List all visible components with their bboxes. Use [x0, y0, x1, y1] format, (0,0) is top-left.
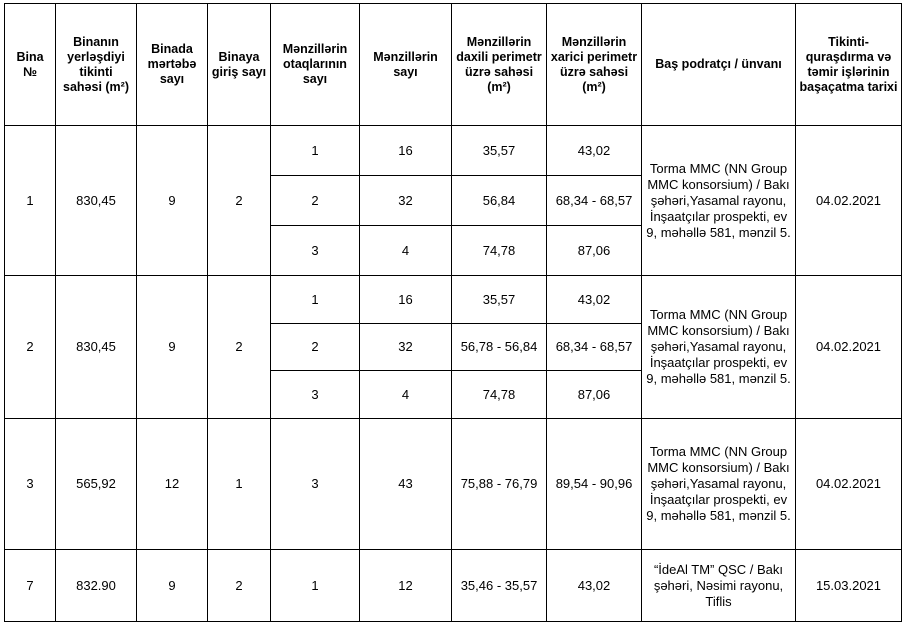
cell-bina-no: 1: [5, 126, 56, 276]
cell-rooms: 3: [271, 226, 360, 276]
cell-inner: 56,78 - 56,84: [452, 324, 547, 371]
cell-inner: 74,78: [452, 371, 547, 419]
header-completion: Tikinti-quraşdırma və təmir işlərinin başaçatma tarixi: [796, 4, 902, 126]
cell-bina-no: 2: [5, 276, 56, 419]
cell-rooms: 1: [271, 550, 360, 622]
cell-completion: 04.02.2021: [796, 419, 902, 550]
header-row: [5, 4, 902, 126]
cell-bina-no: 7: [5, 550, 56, 622]
cell-rooms: 2: [271, 324, 360, 371]
cell-contractor: Torma MMC (NN Group MMC konsorsium) / Bakı şəhəri,Yasamal rayonu, İnşaatçılar prospekti, ev 9, məhəllə 581, mənzil 5.: [642, 419, 796, 550]
cell-entrances: 2: [208, 276, 271, 419]
cell-site-area: 830,45: [56, 276, 137, 419]
cell-count: 16: [360, 276, 452, 324]
cell-completion: 04.02.2021: [796, 276, 902, 419]
cell-outer: 89,54 - 90,96: [547, 419, 642, 550]
cell-outer: 87,06: [547, 371, 642, 419]
cell-inner: 75,88 - 76,79: [452, 419, 547, 550]
cell-count: 32: [360, 176, 452, 226]
cell-inner: 35,46 - 35,57: [452, 550, 547, 622]
cell-entrances: 2: [208, 550, 271, 622]
housing-table: [4, 3, 902, 622]
cell-floors: 12: [137, 419, 208, 550]
header-entrances: Binaya giriş sayı: [208, 4, 271, 126]
cell-inner: 74,78: [452, 226, 547, 276]
cell-count: 4: [360, 371, 452, 419]
header-bina-no: Bina №: [5, 4, 56, 126]
cell-rooms: 3: [271, 419, 360, 550]
cell-site-area: 832.90: [56, 550, 137, 622]
cell-inner: 35,57: [452, 276, 547, 324]
cell-outer: 68,34 - 68,57: [547, 176, 642, 226]
table-row: [5, 419, 902, 550]
cell-outer: 43,02: [547, 550, 642, 622]
header-inner-area: Mənzillərin daxili perimetr üzrə sahəsi (m²): [452, 4, 547, 126]
cell-completion: 04.02.2021: [796, 126, 902, 276]
cell-floors: 9: [137, 126, 208, 276]
table-row: [5, 550, 902, 622]
cell-outer: 43,02: [547, 126, 642, 176]
cell-rooms: 3: [271, 371, 360, 419]
cell-floors: 9: [137, 550, 208, 622]
cell-site-area: 830,45: [56, 126, 137, 276]
header-rooms: Mənzillərin otaqlarının sayı: [271, 4, 360, 126]
cell-count: 16: [360, 126, 452, 176]
cell-inner: 56,84: [452, 176, 547, 226]
cell-floors: 9: [137, 276, 208, 419]
cell-inner: 35,57: [452, 126, 547, 176]
table-row: [5, 126, 902, 176]
header-contractor: Baş podratçı / ünvanı: [642, 4, 796, 126]
header-floors: Binada mərtəbə sayı: [137, 4, 208, 126]
cell-count: 32: [360, 324, 452, 371]
header-apartments: Mənzillərin sayı: [360, 4, 452, 126]
cell-completion: 15.03.2021: [796, 550, 902, 622]
cell-outer: 43,02: [547, 276, 642, 324]
header-outer-area: Mənzillərin xarici perimetr üzrə sahəsi (m²): [547, 4, 642, 126]
header-site-area: Binanın yerləşdiyi tikinti sahəsi (m²): [56, 4, 137, 126]
cell-count: 4: [360, 226, 452, 276]
cell-contractor: Torma MMC (NN Group MMC konsorsium) / Bakı şəhəri,Yasamal rayonu, İnşaatçılar prospekti, ev 9, məhəllə 581, mənzil 5.: [642, 276, 796, 419]
table-row: [5, 276, 902, 324]
cell-rooms: 2: [271, 176, 360, 226]
cell-count: 43: [360, 419, 452, 550]
cell-contractor: “İdeAl TM” QSC / Bakı şəhəri, Nəsimi rayonu, Tiflis: [642, 550, 796, 622]
cell-outer: 68,34 - 68,57: [547, 324, 642, 371]
cell-entrances: 2: [208, 126, 271, 276]
cell-site-area: 565,92: [56, 419, 137, 550]
cell-rooms: 1: [271, 126, 360, 176]
cell-rooms: 1: [271, 276, 360, 324]
cell-count: 12: [360, 550, 452, 622]
cell-outer: 87,06: [547, 226, 642, 276]
cell-entrances: 1: [208, 419, 271, 550]
cell-bina-no: 3: [5, 419, 56, 550]
cell-contractor: Torma MMC (NN Group MMC konsorsium) / Bakı şəhəri,Yasamal rayonu, İnşaatçılar prospekti, ev 9, məhəllə 581, mənzil 5.: [642, 126, 796, 276]
